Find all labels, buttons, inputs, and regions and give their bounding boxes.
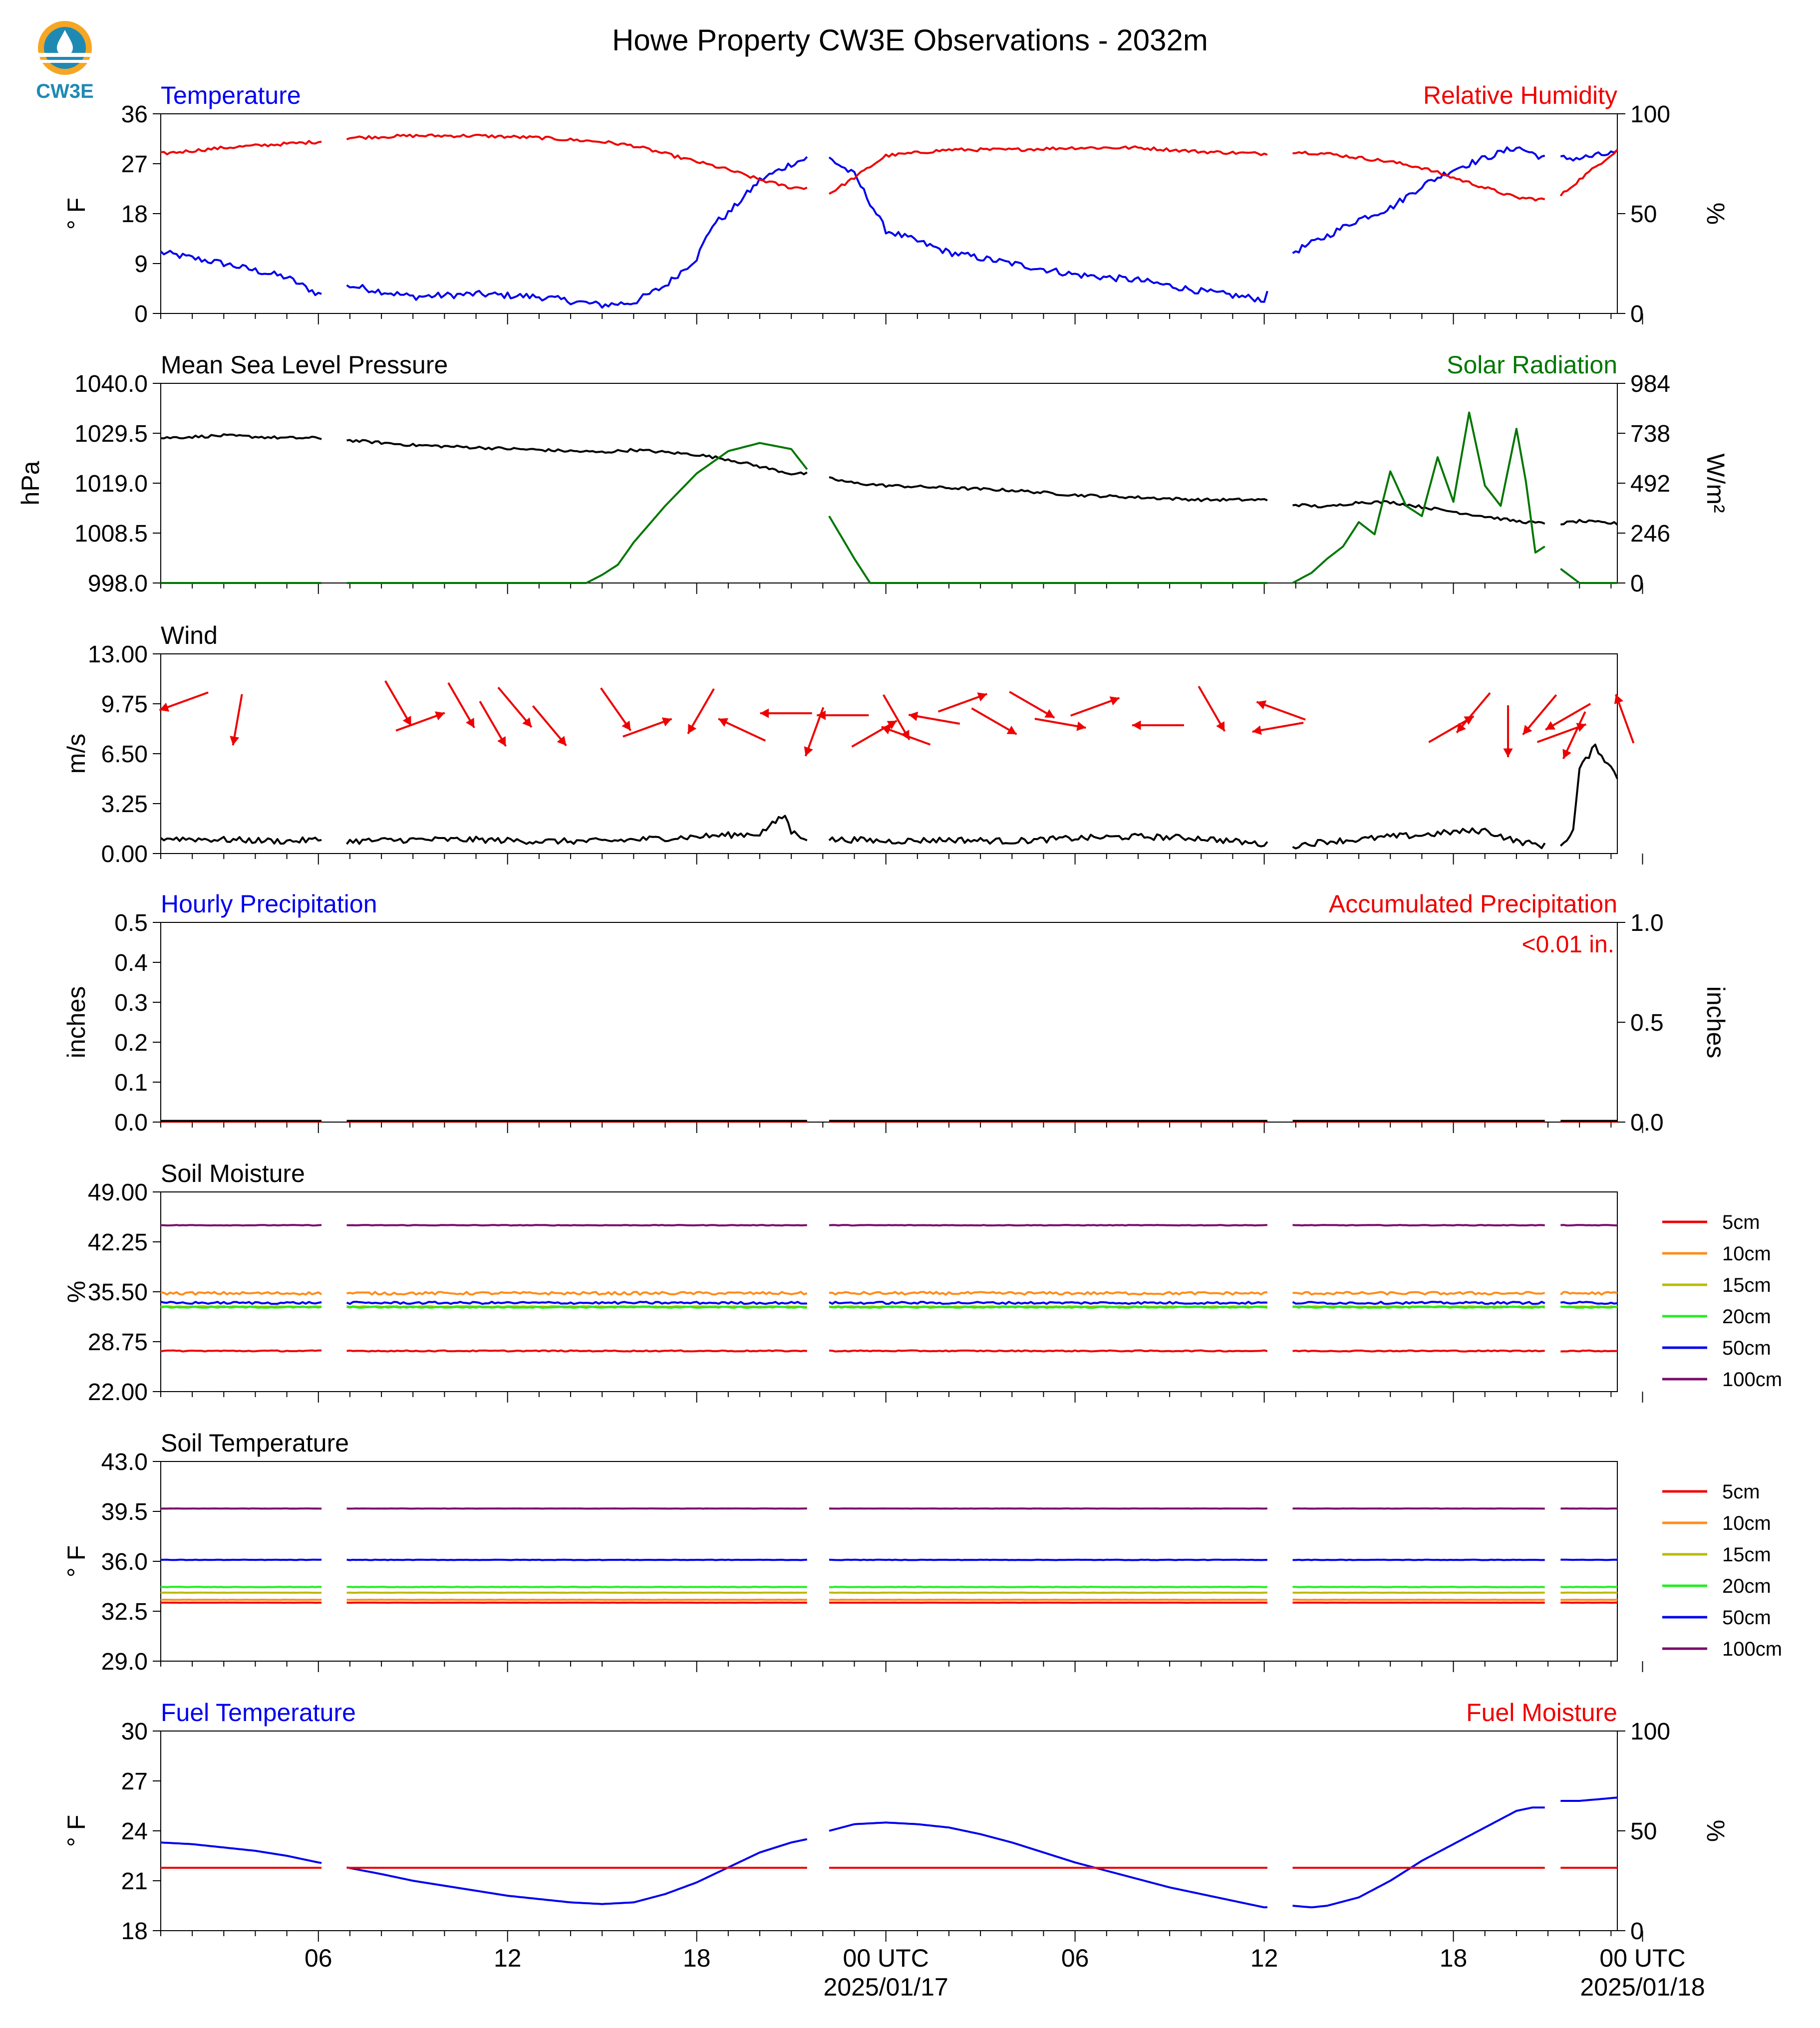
y-axis-label: ° F (62, 1545, 90, 1578)
y-tick-label: 0.5 (114, 910, 148, 936)
wind-arrow (852, 721, 897, 747)
y-axis-label: inches (62, 986, 90, 1059)
y-tick-label: 43.0 (101, 1449, 148, 1475)
y-axis-label-right: W/m² (1702, 453, 1730, 513)
wind-arrow (1009, 692, 1054, 718)
y-tick-label: 1019.0 (74, 471, 148, 497)
series-line-6 (347, 1350, 807, 1351)
series-line-2 (347, 443, 807, 583)
y-tick-label: 9.75 (101, 691, 148, 718)
wind-arrow (1503, 705, 1513, 757)
chart-panel-1 (62, 81, 1730, 327)
series-line-1 (1293, 829, 1545, 849)
y-tick-label: 24 (121, 1818, 148, 1845)
series-line-1 (829, 1822, 1267, 1907)
series-line-5 (1293, 1302, 1545, 1304)
y-tick-label: 35.50 (87, 1279, 148, 1306)
wind-arrow (1132, 720, 1184, 730)
y-tick-label-right: 0 (1630, 571, 1644, 597)
y-axis-label-right: inches (1702, 986, 1730, 1059)
series-line-1 (347, 816, 807, 844)
series-line-1 (161, 1842, 321, 1863)
panel-title-right: Fuel Moisture (1466, 1699, 1617, 1727)
chart-panel-3 (62, 621, 1643, 868)
series-line-2 (347, 1292, 807, 1295)
series-line-2 (1293, 413, 1545, 583)
y-tick-label-right: 0.5 (1630, 1010, 1664, 1036)
series-line-4 (1293, 1307, 1545, 1308)
series-line-2 (829, 1292, 1267, 1295)
wind-arrow (396, 711, 445, 731)
x-tick-label: 06 (1061, 1944, 1089, 1972)
wind-arrow-head (760, 708, 769, 718)
series-line-6 (1560, 1351, 1617, 1352)
legend-label: 50cm (1722, 1607, 1771, 1629)
y-tick-label-right: 50 (1630, 1818, 1657, 1845)
y-tick-label: 22.00 (87, 1379, 148, 1406)
legend-label: 5cm (1722, 1211, 1760, 1233)
plot-frame (161, 1461, 1617, 1661)
wind-arrow (1199, 686, 1224, 731)
panel-title-left: Soil Temperature (161, 1429, 349, 1457)
chart-panel-4 (62, 890, 1730, 1136)
series-line-1 (1293, 501, 1545, 524)
y-tick-label: 28.75 (87, 1329, 148, 1356)
y-tick-label: 1040.0 (74, 371, 148, 397)
plot-frame (161, 922, 1617, 1122)
y-tick-label: 42.25 (87, 1229, 148, 1256)
series-line-1 (347, 157, 807, 307)
chart-panel-6 (62, 1429, 1782, 1675)
y-tick-label: 49.00 (87, 1179, 148, 1206)
y-tick-label-right: 0.0 (1630, 1110, 1664, 1136)
series-line-1 (161, 434, 321, 439)
wind-arrow-head (1076, 722, 1086, 731)
y-tick-label: 6.50 (101, 741, 148, 768)
series-line-2 (1560, 1292, 1617, 1294)
y-tick-label: 21 (121, 1868, 148, 1895)
wind-arrow-head (909, 712, 918, 721)
wind-arrow (882, 725, 930, 745)
panel-title-right: Accumulated Precipitation (1328, 890, 1617, 918)
series-line-5 (347, 1302, 807, 1304)
y-axis-label: ° F (62, 1814, 90, 1847)
series-line-1 (1293, 147, 1545, 253)
x-tick-date-label: 2025/01/17 (823, 1973, 948, 2001)
series-line-1 (1560, 1797, 1617, 1801)
y-tick-label-right: 50 (1630, 201, 1657, 228)
series-line-1 (347, 1839, 807, 1904)
y-axis-label-right: % (1702, 1819, 1730, 1842)
y-tick-label: 36 (121, 101, 148, 128)
series-line-2 (829, 146, 1267, 194)
series-line-1 (1293, 1807, 1545, 1907)
wind-arrow (1071, 696, 1120, 716)
y-tick-label-right: 100 (1630, 1719, 1671, 1745)
panel-title-right: Relative Humidity (1423, 81, 1617, 109)
legend-label: 10cm (1722, 1512, 1771, 1534)
y-tick-label: 0.4 (114, 950, 148, 976)
wind-arrow-head (1252, 726, 1262, 735)
x-tick-date-label: 2025/01/18 (1580, 1973, 1705, 2001)
series-line-1 (829, 157, 1267, 302)
y-tick-label: 27 (121, 1768, 148, 1795)
wind-arrow (480, 701, 506, 746)
plot-frame (161, 1731, 1617, 1931)
logo-text: CW3E (36, 80, 94, 102)
wind-arrow (688, 689, 714, 734)
y-axis-label: m/s (62, 733, 90, 774)
series-line-2 (829, 516, 1267, 583)
panel-title-left: Temperature (161, 81, 301, 109)
x-tick-label: 00 UTC (1599, 1944, 1686, 1972)
x-tick-label: 06 (304, 1944, 332, 1972)
panel-title-left: Soil Moisture (161, 1159, 305, 1187)
series-line-4 (1560, 1307, 1617, 1308)
y-axis-label-right: % (1702, 202, 1730, 225)
plot-frame (161, 114, 1617, 313)
wind-arrow (718, 718, 765, 741)
series-line-1 (1560, 520, 1617, 525)
series-line-5 (161, 1302, 321, 1304)
chart-panel-7 (62, 1699, 1730, 2001)
plot-frame (161, 383, 1617, 583)
y-tick-label-right: 984 (1630, 371, 1671, 397)
x-tick-label: 00 UTC (843, 1944, 929, 1972)
series-line-2 (347, 134, 807, 189)
legend-label: 100cm (1722, 1638, 1783, 1660)
y-tick-label: 18 (121, 201, 148, 228)
series-line-5 (829, 1302, 1267, 1304)
wind-arrow (971, 708, 1016, 734)
series-line-6 (1293, 1351, 1545, 1352)
series-line-2 (1293, 152, 1545, 201)
legend-label: 15cm (1722, 1274, 1771, 1296)
plot-frame (161, 1192, 1617, 1392)
y-tick-label-right: 0 (1630, 301, 1644, 327)
y-tick-label: 0.00 (101, 841, 148, 868)
y-tick-label: 29.0 (101, 1649, 148, 1675)
x-tick-label: 18 (682, 1944, 711, 1972)
plot-frame (161, 654, 1617, 854)
wind-arrow (1035, 719, 1086, 731)
series-line-6 (161, 1351, 321, 1352)
y-tick-label-right: 100 (1630, 101, 1671, 128)
page-title: Howe Property CW3E Observations - 2032m (612, 23, 1208, 57)
y-tick-label: 0.0 (114, 1110, 148, 1136)
x-tick-label: 12 (1250, 1944, 1278, 1972)
series-line-4 (161, 1307, 321, 1308)
y-tick-label-right: 738 (1630, 421, 1671, 447)
series-line-4 (829, 1307, 1267, 1308)
y-tick-label: 1008.5 (74, 521, 148, 547)
y-tick-label-right: 1.0 (1630, 910, 1664, 936)
series-line-1 (161, 837, 321, 844)
panel-title-left: Hourly Precipitation (161, 890, 377, 918)
wind-arrow (938, 692, 987, 712)
series-line-2 (1293, 1292, 1545, 1294)
chart-panel-5 (62, 1159, 1782, 1406)
series-line-2 (161, 141, 321, 154)
series-line-1 (1560, 745, 1617, 846)
panel-title-left: Mean Sea Level Pressure (161, 351, 448, 379)
wind-arrow (1256, 700, 1305, 720)
series-line-1 (161, 251, 321, 295)
series-line-6 (829, 1350, 1267, 1351)
wind-arrow (159, 692, 208, 712)
series-line-1 (829, 477, 1267, 501)
wind-arrow (385, 681, 411, 726)
chart-panel-2 (16, 351, 1730, 597)
wind-arrow (1457, 693, 1490, 733)
y-axis-label: % (62, 1280, 90, 1303)
y-tick-label: 36.0 (101, 1549, 148, 1575)
y-tick-label: 27 (121, 151, 148, 178)
legend-label: 100cm (1722, 1369, 1783, 1391)
wind-arrow (909, 712, 959, 724)
legend-label: 15cm (1722, 1544, 1771, 1566)
precip-annotation: <0.01 in. (1521, 931, 1614, 958)
panel-title-left: Fuel Temperature (161, 1699, 356, 1727)
series-line-1 (347, 440, 807, 475)
wind-arrow-head (622, 721, 631, 731)
x-tick-label: 12 (493, 1944, 522, 1972)
wind-arrow (498, 687, 532, 727)
y-tick-label: 32.5 (101, 1599, 148, 1625)
series-line-1 (1560, 150, 1617, 160)
wind-arrow-head (1132, 720, 1141, 730)
y-tick-label: 1029.5 (74, 421, 148, 447)
wind-arrow (448, 683, 474, 728)
legend-label: 5cm (1722, 1481, 1760, 1503)
x-tick-label: 18 (1439, 1944, 1468, 1972)
y-tick-label: 13.00 (87, 641, 148, 668)
y-tick-label-right: 246 (1630, 521, 1671, 547)
legend-label: 10cm (1722, 1243, 1771, 1265)
wind-arrow (1252, 723, 1303, 735)
y-tick-label: 3.25 (101, 791, 148, 818)
series-line-1 (829, 834, 1267, 847)
y-tick-label: 39.5 (101, 1499, 148, 1525)
wind-arrow-head (1503, 748, 1513, 757)
y-tick-label: 18 (121, 1918, 148, 1945)
y-axis-label: ° F (62, 197, 90, 230)
series-line-4 (347, 1307, 807, 1308)
legend-label: 50cm (1722, 1337, 1771, 1359)
panel-title-left: Wind (161, 621, 218, 649)
series-line-2 (161, 1292, 321, 1294)
series-line-2 (1560, 569, 1617, 583)
y-tick-label: 0 (134, 301, 148, 327)
y-tick-label: 0.3 (114, 990, 148, 1016)
series-line-5 (1560, 1302, 1617, 1304)
wind-arrow-head (230, 736, 239, 745)
y-tick-label: 998.0 (87, 571, 148, 597)
wind-arrow (817, 710, 869, 720)
y-tick-label: 0.2 (114, 1030, 148, 1056)
y-tick-label: 30 (121, 1719, 148, 1745)
legend-label: 20cm (1722, 1306, 1771, 1328)
wind-arrow (760, 708, 812, 718)
y-axis-label: hPa (16, 461, 44, 506)
y-tick-label: 9 (134, 251, 148, 278)
wind-arrow (601, 688, 631, 730)
y-tick-label-right: 492 (1630, 471, 1671, 497)
wind-arrow (230, 694, 242, 745)
y-tick-label-right: 0 (1630, 1918, 1644, 1945)
legend-label: 20cm (1722, 1575, 1771, 1597)
panel-title-right: Solar Radiation (1447, 351, 1617, 379)
wind-arrow (533, 706, 567, 746)
y-tick-label: 0.1 (114, 1070, 148, 1096)
